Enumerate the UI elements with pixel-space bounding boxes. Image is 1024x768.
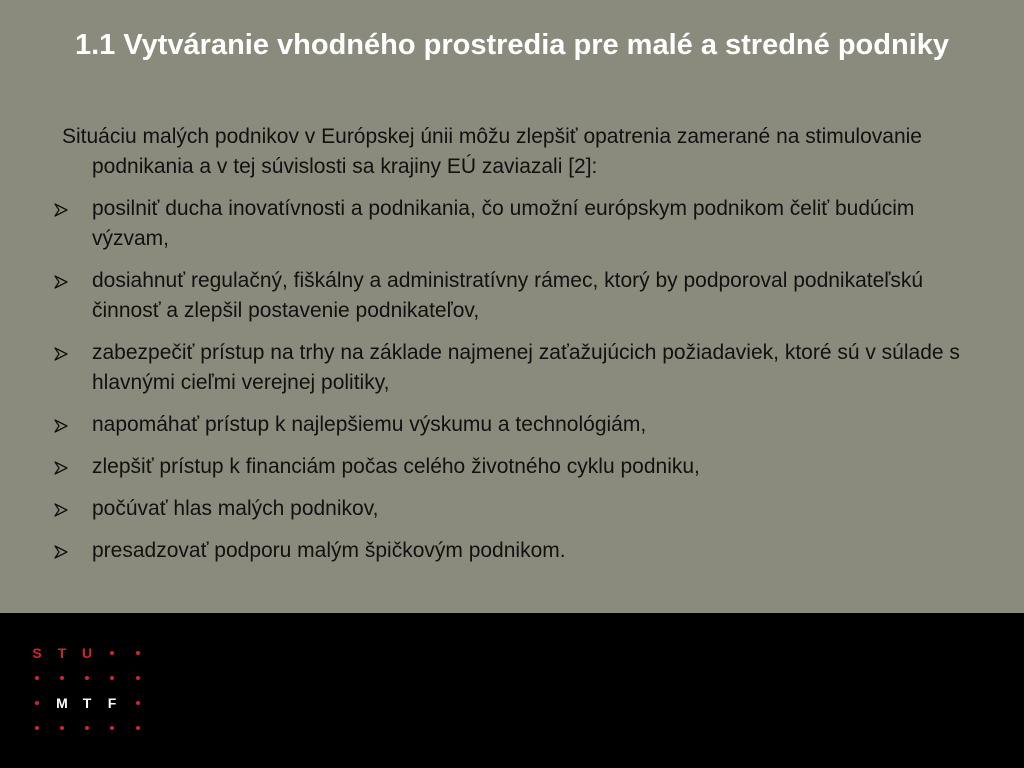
logo-row-dots <box>30 668 160 688</box>
logo-dot <box>60 676 64 680</box>
bullet-item <box>52 452 982 482</box>
arrow-bullet-icon <box>54 203 68 217</box>
logo-row-dots <box>30 718 160 738</box>
bullet-text: zlepšiť prístup k financiám počas celého životného cyklu podniku, <box>92 455 700 478</box>
intro-paragraph: Situáciu malých podnikov v Európskej únii môžu zlepšiť opatrenia zamerané na stimulovanie podnikania a v tej súvislosti sa krajiny EÚ zaviazali [2]: <box>62 125 922 178</box>
arrow-bullet-icon <box>54 275 68 289</box>
bullet-list <box>52 194 982 578</box>
arrow-bullet-icon <box>54 545 68 559</box>
bullet-item <box>52 536 982 566</box>
arrow-bullet-icon <box>54 419 68 433</box>
logo-dot <box>136 726 140 730</box>
logo-dot <box>35 701 39 705</box>
arrow-bullet-icon <box>54 503 68 517</box>
logo-dot <box>35 676 39 680</box>
bullet-item <box>52 194 982 254</box>
bullet-text: zabezpečiť prístup na trhy na základe najmenej zaťažujúcich požiadaviek, ktoré sú v súlade s hlavnými cieľmi verejnej politiky, <box>92 341 960 394</box>
logo-letter-s: S <box>32 645 42 661</box>
stu-mtf-logo <box>30 643 160 743</box>
footer-bar <box>0 613 1024 768</box>
bullet-text: počúvať hlas malých podnikov, <box>92 497 379 520</box>
slide-title: 1.1 Vytváranie vhodného prostredia pre malé a stredné podniky <box>74 29 950 61</box>
bullet-text: napomáhať prístup k najlepšiemu výskumu a technológiám, <box>92 413 647 436</box>
logo-letter-t: T <box>57 645 67 661</box>
bullet-item <box>52 410 982 440</box>
bullet-item <box>52 338 982 398</box>
logo-dot <box>35 726 39 730</box>
arrow-bullet-icon <box>54 347 68 361</box>
logo-letter-u: U <box>81 645 93 661</box>
bullet-text: presadzovať podporu malým špičkovým podnikom. <box>92 539 566 562</box>
logo-row-stu <box>30 643 160 663</box>
logo-dot <box>136 651 140 655</box>
logo-row-mtf <box>30 693 160 713</box>
logo-dot <box>110 726 114 730</box>
logo-dot <box>110 676 114 680</box>
bullet-item <box>52 494 982 524</box>
logo-dot <box>110 651 114 655</box>
arrow-bullet-icon <box>54 461 68 475</box>
logo-dot <box>136 676 140 680</box>
logo-letter-m: M <box>56 695 68 711</box>
logo-dot <box>136 701 140 705</box>
bullet-text: dosiahnuť regulačný, fiškálny a administratívny rámec, ktorý by podporoval podnikateľskú činnosť a zlepšil postavenie podnikateľov, <box>92 269 924 322</box>
bullet-item <box>52 266 982 326</box>
logo-letter-f: F <box>107 695 117 711</box>
logo-dot <box>60 726 64 730</box>
logo-letter-t: T <box>82 695 92 711</box>
bullet-text: posilniť ducha inovatívnosti a podnikania, čo umožní európskym podnikom čeliť budúcim výzvam, <box>92 197 915 250</box>
logo-dot <box>85 726 89 730</box>
logo-dot <box>85 676 89 680</box>
